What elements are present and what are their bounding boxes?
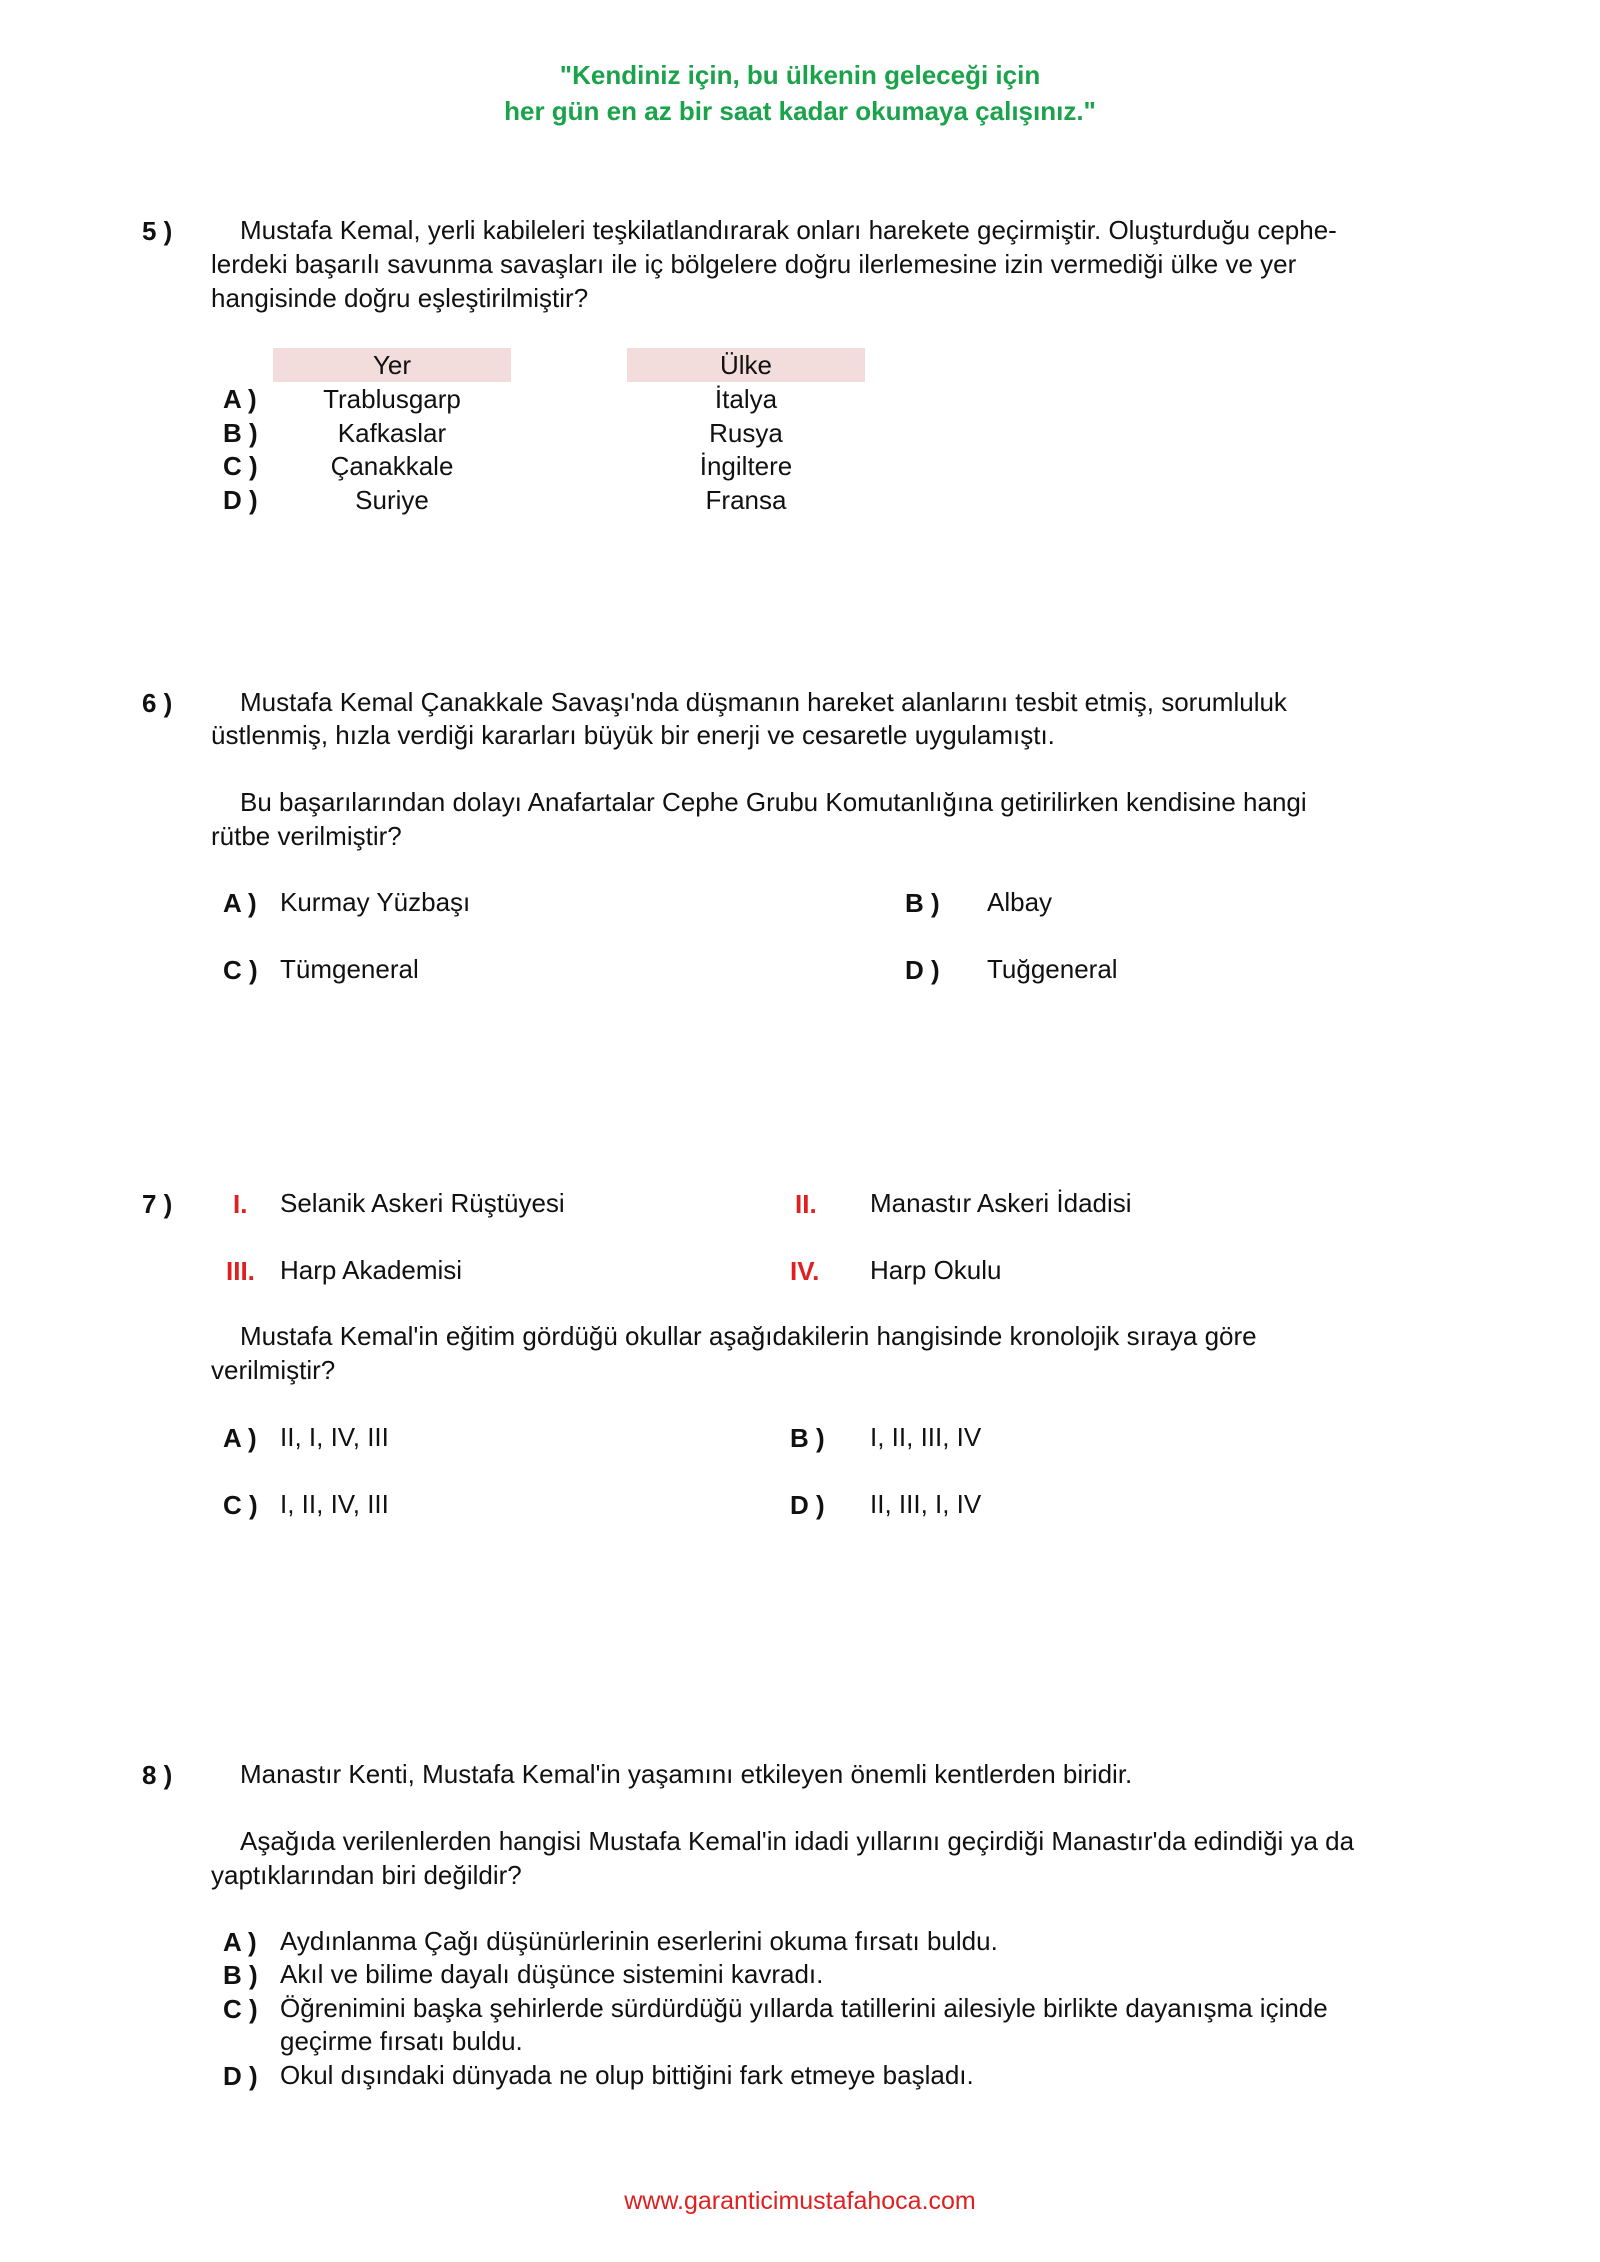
q7-item-3-text: Harp Akademisi [280, 1255, 463, 1285]
q6-option-d-label: D ) [905, 955, 940, 985]
footer-website-link[interactable]: www.garanticimustafahoca.com [624, 2187, 976, 2215]
q6-option-a-label: A ) [223, 888, 257, 918]
q7-item-2-roman: II. [795, 1189, 817, 1219]
table-header-yer: Yer [273, 348, 511, 382]
q5-option-c-yer: Çanakkale [330, 451, 454, 481]
q6-option-c-label: C ) [223, 955, 258, 985]
q7-item-3-roman: III. [226, 1256, 255, 1286]
q7-item-1-text: Selanik Askeri Rüştüyesi [280, 1188, 565, 1218]
question-6-question-line-2: rütbe verilmiştir? [211, 821, 402, 851]
q7-option-a-label: A ) [223, 1423, 257, 1453]
header-quote-line-2: her gün en az bir saat kadar okumaya çalışınız." [504, 96, 1096, 126]
question-7-number: 7 ) [142, 1189, 173, 1219]
q6-option-d-text: Tuğgeneral [987, 954, 1118, 984]
question-6-number: 6 ) [142, 688, 173, 718]
q8-option-c-text-line-2: geçirme fırsatı buldu. [280, 2026, 523, 2056]
q5-option-b-label: B ) [223, 418, 258, 448]
q5-option-b-ulke: Rusya [709, 418, 783, 448]
q8-option-a-label: A ) [223, 1927, 257, 1957]
table-header-ulke: Ülke [627, 348, 865, 382]
q5-option-a-label: A ) [223, 384, 257, 414]
q8-option-d-label: D ) [223, 2061, 258, 2091]
question-7-question-line-1: Mustafa Kemal'in eğitim gördüğü okullar aşağıdakilerin hangisinde kronolojik sıraya göre [240, 1321, 1257, 1351]
q8-option-b-label: B ) [223, 1960, 258, 1990]
question-5-text-line-2: lerdeki başarılı savunma savaşları ile iç bölgelere doğru ilerlemesine izin vermediği ülke ve yer [211, 249, 1297, 279]
q7-item-2-text: Manastır Askeri İdadisi [870, 1188, 1132, 1218]
q5-option-d-ulke: Fransa [705, 485, 787, 515]
q7-option-b-text: I, II, III, IV [870, 1422, 982, 1452]
question-8-question-line-1: Aşağıda verilenlerden hangisi Mustafa Kemal'in idadi yıllarını geçirdiği Manastır'da edindiği ya da [240, 1826, 1355, 1856]
q7-item-4-roman: IV. [790, 1256, 820, 1286]
q7-item-1-roman: I. [233, 1189, 248, 1219]
header-quote-line-1: "Kendiniz için, bu ülkenin geleceği için [559, 60, 1041, 90]
q6-option-c-text: Tümgeneral [280, 954, 419, 984]
q7-option-a-text: II, I, IV, III [280, 1422, 389, 1452]
q8-option-a-text: Aydınlanma Çağı düşünürlerinin eserlerini okuma fırsatı buldu. [280, 1926, 998, 1956]
q5-option-b-yer: Kafkaslar [337, 418, 447, 448]
q6-option-b-text: Albay [987, 887, 1053, 917]
q8-option-c-text: Öğrenimini başka şehirlerde sürdürdüğü yıllarda tatillerini ailesiyle birlikte dayanışma içinde [280, 1993, 1328, 2023]
q5-option-c-label: C ) [223, 451, 258, 481]
question-7-question-line-2: verilmiştir? [211, 1355, 336, 1385]
question-5-text-line-3: hangisinde doğru eşleştirilmiştir? [211, 283, 589, 313]
q7-item-4-text: Harp Okulu [870, 1255, 1002, 1285]
q8-option-d-text: Okul dışındaki dünyada ne olup bittiğini fark etmeye başladı. [280, 2060, 974, 2090]
q5-option-a-ulke: İtalya [714, 384, 778, 414]
q5-option-a-yer: Trablusgarp [323, 384, 461, 414]
q7-option-c-label: C ) [223, 1490, 258, 1520]
question-8-intro: Manastır Kenti, Mustafa Kemal'in yaşamını etkileyen önemli kentlerden biridir. [240, 1759, 1133, 1789]
question-8-question-line-2: yaptıklarından biri değildir? [211, 1860, 522, 1890]
q8-option-c-label: C ) [223, 1994, 258, 2024]
question-6-question-line-1: Bu başarılarından dolayı Anafartalar Cephe Grubu Komutanlığına getirilirken kendisine hangi [240, 787, 1307, 817]
q7-option-c-text: I, II, IV, III [280, 1489, 389, 1519]
q5-option-d-yer: Suriye [355, 485, 429, 515]
q7-option-b-label: B ) [790, 1423, 825, 1453]
question-6-text-line-2: üstlenmiş, hızla verdiği kararları büyük bir enerji ve cesaretle uygulamıştı. [211, 720, 1055, 750]
q7-option-d-label: D ) [790, 1490, 825, 1520]
q5-option-d-label: D ) [223, 485, 258, 515]
question-6-text-line-1: Mustafa Kemal Çanakkale Savaşı'nda düşmanın hareket alanlarını tesbit etmiş, sorumluluk [240, 687, 1287, 717]
question-5-text-line-1: Mustafa Kemal, yerli kabileleri teşkilatlandırarak onları harekete geçirmiştir. Oluşturduğu cephe- [240, 215, 1337, 245]
q6-option-a-text: Kurmay Yüzbaşı [280, 887, 471, 917]
question-5-number: 5 ) [142, 216, 173, 246]
q6-option-b-label: B ) [905, 888, 940, 918]
q7-option-d-text: II, III, I, IV [870, 1489, 982, 1519]
question-8-number: 8 ) [142, 1760, 173, 1790]
q5-option-c-ulke: İngiltere [699, 451, 793, 481]
q8-option-b-text: Akıl ve bilime dayalı düşünce sistemini kavradı. [280, 1959, 824, 1989]
